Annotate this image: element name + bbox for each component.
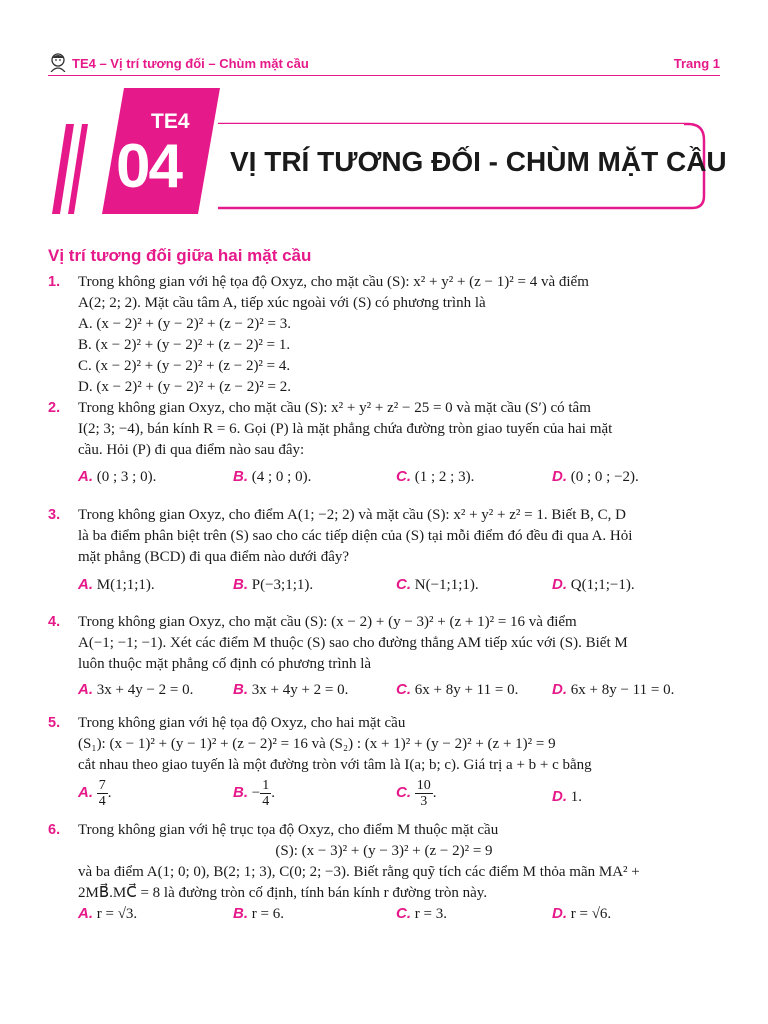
question-line: mặt phẳng (BCD) đi qua điểm nào dưới đây? (78, 549, 350, 565)
chapter-banner (48, 84, 727, 218)
option-b[interactable]: B. r = 6. (233, 905, 284, 922)
question-number: 4. (48, 614, 61, 630)
question-4 (48, 612, 720, 675)
question-line: A(−1; −1; −1). Xét các điểm M thuộc (S) sao cho đường thẳng AM tiếp xúc với (S). Biết M (78, 635, 628, 651)
question-line: 2MB⃗.MC⃗ = 8 là đường tròn cố định, tính bán kính r đường tròn này. (78, 885, 488, 901)
option-c[interactable]: C. r = 3. (396, 905, 447, 922)
question-number: 2. (48, 400, 61, 416)
option-d[interactable]: D. Q(1;1;−1). (552, 576, 635, 593)
chapter-code: TE4 (151, 110, 190, 133)
fraction: $\frac{10}{3}$ (416, 778, 431, 809)
option-c[interactable]: C. N(−1;1;1). (396, 576, 479, 593)
question-number: 5. (48, 715, 61, 731)
running-header (48, 50, 720, 76)
option-c[interactable]: C. (1 ; 2 ; 3). (396, 468, 475, 485)
option-d[interactable]: D. 6x + 8y − 11 = 0. (552, 681, 675, 698)
header-rule (48, 75, 720, 77)
question-line: là ba điểm phân biệt trên (S) sao cho các tiếp diện của (S) tại mỗi điểm đó đều đi qua A. Hỏi (78, 528, 633, 544)
fraction: $\frac{1}{4}$ (262, 778, 270, 809)
option-c[interactable]: C. 6x + 8y + 11 = 0. (396, 681, 519, 698)
option-b[interactable]: B. (4 ; 0 ; 0). (233, 468, 312, 485)
question-2 (48, 398, 720, 461)
options-list (78, 314, 291, 398)
question-number: 3. (48, 507, 61, 523)
question-line: cắt nhau theo giao tuyến là một đường tròn với tâm là I(a; b; c). Giá trị a + b + c bằng (78, 757, 592, 773)
option-a[interactable]: A. 3x + 4y − 2 = 0. (78, 681, 194, 698)
option-b[interactable]: B. (x − 2)² + (y − 2)² + (z − 2)² = 1. (78, 337, 291, 353)
option-d[interactable]: D. (0 ; 0 ; −2). (552, 468, 639, 485)
section-title: Vị trí tương đối giữa hai mặt cầu (48, 246, 312, 265)
question-number: 6. (48, 822, 61, 838)
question-line: Trong không gian Oxyz, cho mặt cầu (S): x² + y² + z² − 25 = 0 và mặt cầu (S′) có tâm (78, 400, 591, 416)
option-a[interactable]: A. (0 ; 3 ; 0). (78, 468, 157, 485)
fraction: $\frac{7}{4}$ (98, 778, 106, 809)
question-6 (48, 820, 720, 904)
question-line: Trong không gian với hệ tọa độ Oxyz, cho mặt cầu (S): x² + y² + (z − 1)² = 4 và điểm (78, 274, 589, 290)
header-title: TE4 – Vị trí tương đối – Chùm mặt cầu (72, 56, 309, 71)
question-1 (48, 272, 720, 314)
option-b[interactable]: B. P(−3;1;1). (233, 576, 314, 593)
question-5 (48, 713, 720, 776)
question-line: Trong không gian với hệ tọa độ Oxyz, cho hai mặt cầu (78, 715, 406, 731)
question-line: và ba điểm A(1; 0; 0), B(2; 1; 3), C(0; 2; −3). Biết rằng quỹ tích các điểm M thỏa mãn MA² + (78, 864, 640, 880)
chapter-title: VỊ TRÍ TƯƠNG ĐỐI - CHÙM MẶT CẦU (230, 146, 727, 177)
question-line: A(2; 2; 2). Mặt cầu tâm A, tiếp xúc ngoài với (S) có phương trình là (78, 295, 486, 311)
question-formula: (S): (x − 3)² + (y − 3)² + (z − 2)² = 9 (275, 843, 493, 859)
question-line: I(2; 3; −4), bán kính R = 6. Gọi (P) là mặt phẳng chứa đường tròn giao tuyến của hai mặt (78, 421, 613, 437)
option-d[interactable]: D. 1. (552, 788, 582, 805)
option-a[interactable]: A. (x − 2)² + (y − 2)² + (z − 2)² = 3. (78, 316, 291, 332)
question-line: (S₁): (x − 1)² + (y − 1)² + (z − 2)² = 16 và (S₂) : (x + 1)² + (y − 2)² + (z + 1)² = 9 (78, 736, 556, 752)
option-a[interactable]: A. $\frac{7}{4}$ . (78, 778, 112, 809)
option-a[interactable]: A. r = √3. (78, 905, 138, 922)
option-b[interactable]: B. − $\frac{1}{4}$ . (233, 778, 275, 809)
option-b[interactable]: B. 3x + 4y + 2 = 0. (233, 681, 349, 698)
option-c[interactable]: C. $\frac{10}{3}$ . (396, 778, 437, 809)
question-line: luôn thuộc mặt phẳng cố định có phương trình là (78, 656, 372, 672)
question-number: 1. (48, 274, 61, 290)
option-a[interactable]: A. M(1;1;1). (78, 576, 155, 593)
question-line: Trong không gian Oxyz, cho điểm A(1; −2; 2) và mặt cầu (S): x² + y² + z² = 1. Biết B, C, D (78, 507, 626, 523)
option-d[interactable]: D. r = √6. (552, 905, 612, 922)
option-d[interactable]: D. (x − 2)² + (y − 2)² + (z − 2)² = 2. (78, 379, 291, 395)
header-page-number: Trang 1 (673, 56, 720, 71)
question-line: Trong không gian với hệ trục tọa độ Oxyz, cho điểm M thuộc mặt cầu (78, 822, 499, 838)
chapter-number: 04 (116, 132, 181, 201)
question-3 (48, 505, 720, 568)
option-c[interactable]: C. (x − 2)² + (y − 2)² + (z − 2)² = 4. (78, 358, 291, 374)
question-line: Trong không gian Oxyz, cho mặt cầu (S): (x − 2) + (y − 3)² + (z + 1)² = 16 và điểm (78, 614, 577, 630)
question-line: cầu. Hỏi (P) đi qua điểm nào sau đây: (78, 442, 305, 458)
author-avatar-icon (48, 52, 68, 72)
